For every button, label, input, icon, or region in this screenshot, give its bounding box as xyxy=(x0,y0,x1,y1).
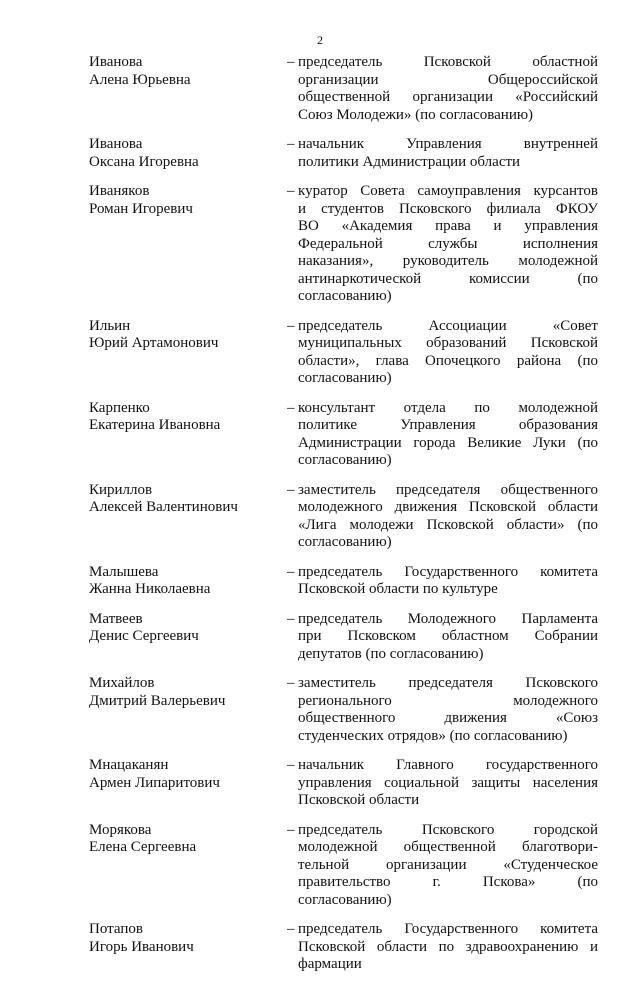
role-line: при Псковском областном Собрании xyxy=(298,628,598,644)
role-line: общественной организации «Российский xyxy=(298,89,598,105)
member-given-names: Алена Юрьевна xyxy=(89,71,191,88)
member-name xyxy=(89,136,279,171)
page-number: 2 xyxy=(317,33,323,47)
member-surname: Ильин xyxy=(89,317,131,334)
role-line: заместитель председателя общественного xyxy=(298,481,598,498)
member-entry xyxy=(0,400,640,470)
member-role xyxy=(298,611,598,664)
role-line: согласованию) xyxy=(298,534,392,550)
role-line: наказания», руководитель молодежной xyxy=(298,253,598,269)
dash-separator: – xyxy=(287,183,295,199)
member-name xyxy=(89,675,279,710)
member-given-names: Роман Игоревич xyxy=(89,200,193,217)
member-surname: Мнацаканян xyxy=(89,757,169,773)
member-given-names: Екатерина Ивановна xyxy=(89,417,221,433)
member-role xyxy=(298,54,598,124)
member-given-names: Жанна Николаевна xyxy=(89,581,211,597)
member-entry xyxy=(0,482,640,552)
role-line: Союз Молодежи» (по согласованию) xyxy=(298,106,534,123)
member-name xyxy=(89,822,279,857)
member-surname: Потапов xyxy=(89,921,143,937)
role-line: председатель Молодежного Парламента xyxy=(298,610,598,627)
role-line: и студентов Псковского филиала ФКОУ xyxy=(298,200,598,217)
role-line: Псковской области xyxy=(298,792,420,808)
role-line: согласованию) xyxy=(298,452,392,468)
role-line: Псковской области по здравоохранению и xyxy=(298,938,598,955)
role-line: тельной организации «Студенческое xyxy=(298,856,598,873)
member-name xyxy=(89,757,279,792)
member-entry xyxy=(0,921,640,974)
role-line: начальник Управления внутренней xyxy=(298,136,598,152)
member-given-names: Дмитрий Валерьевич xyxy=(89,692,226,709)
role-line: куратор Совета самоуправления курсантов xyxy=(298,183,598,199)
dash-separator: – xyxy=(287,136,295,152)
role-line: Псковской области по культуре xyxy=(298,581,498,597)
dash-separator: – xyxy=(287,921,295,937)
member-name xyxy=(89,482,279,517)
dash-separator: – xyxy=(287,54,295,70)
member-surname: Малышева xyxy=(89,563,159,580)
member-name xyxy=(89,400,279,435)
member-surname: Михайлов xyxy=(89,675,155,691)
member-surname: Морякова xyxy=(89,821,152,838)
member-surname: Кириллов xyxy=(89,481,153,498)
role-line: согласованию) xyxy=(298,370,392,386)
role-line: политики Администрации области xyxy=(298,153,521,170)
role-line: депутатов (по согласованию) xyxy=(298,645,484,662)
role-line: согласованию) xyxy=(298,288,392,304)
member-name xyxy=(89,183,279,218)
member-role xyxy=(298,136,598,171)
member-entry xyxy=(0,564,640,599)
role-line: студенческих отрядов» (по согласованию) xyxy=(298,727,568,744)
member-name xyxy=(89,921,279,956)
member-role xyxy=(298,921,598,974)
member-role xyxy=(298,482,598,552)
dash-separator: – xyxy=(287,481,295,498)
role-line: молодежного движения Псковской области xyxy=(298,499,598,515)
role-line: фармации xyxy=(298,956,362,972)
member-given-names: Денис Сергеевич xyxy=(89,628,199,644)
dash-separator: – xyxy=(287,675,295,691)
role-line: консультант отдела по молодежной xyxy=(298,399,598,416)
role-line: председатель Государственного комитета xyxy=(298,921,598,937)
dash-separator: – xyxy=(287,821,295,838)
member-surname: Иванова xyxy=(89,136,143,152)
member-name xyxy=(89,564,279,599)
role-line: организации Общероссийской xyxy=(298,71,598,88)
member-entry xyxy=(0,318,640,388)
role-line: председатель Псковской областной xyxy=(298,54,598,70)
role-line: Федеральной службы исполнения xyxy=(298,235,598,252)
member-given-names: Армен Липаритович xyxy=(89,774,220,791)
member-entry xyxy=(0,611,640,664)
role-line: согласованию) xyxy=(298,891,392,908)
role-line: ВО «Академия права и управления xyxy=(298,218,598,234)
member-entry xyxy=(0,675,640,745)
member-entry xyxy=(0,757,640,810)
member-role xyxy=(298,564,598,599)
member-role xyxy=(298,318,598,388)
member-role xyxy=(298,822,598,910)
role-line: регионального молодежного xyxy=(298,692,598,709)
member-given-names: Юрий Артамонович xyxy=(89,335,219,351)
dash-separator: – xyxy=(287,757,295,773)
role-line: области», глава Опочецкого района (по xyxy=(298,352,598,369)
member-surname: Матвеев xyxy=(89,610,143,627)
role-line: правительство г. Пскова» (по xyxy=(298,874,598,890)
role-line: антинаркотической комиссии (по xyxy=(298,270,598,287)
role-line: политике Управления образования xyxy=(298,417,598,433)
member-given-names: Алексей Валентинович xyxy=(89,499,238,515)
member-surname: Иваняков xyxy=(89,183,150,199)
role-line: председатель Ассоциации «Совет xyxy=(298,317,598,334)
role-line: «Лига молодежи Псковской области» (по xyxy=(298,516,598,533)
dash-separator: – xyxy=(287,399,295,416)
member-name xyxy=(89,611,279,646)
member-given-names: Елена Сергеевна xyxy=(89,839,197,855)
role-line: Администрации города Великие Луки (по xyxy=(298,434,598,451)
member-surname: Карпенко xyxy=(89,399,150,416)
member-role xyxy=(298,400,598,470)
member-entry xyxy=(0,183,640,306)
dash-separator: – xyxy=(287,563,295,580)
member-role xyxy=(298,183,598,306)
member-name xyxy=(89,318,279,353)
role-line: общественного движения «Союз xyxy=(298,710,598,726)
role-line: управления социальной защиты населения xyxy=(298,774,598,791)
member-entry xyxy=(0,136,640,171)
member-entry xyxy=(0,54,640,124)
role-line: молодежной общественной благотвори- xyxy=(298,839,598,855)
member-role xyxy=(298,675,598,745)
role-line: заместитель председателя Псковского xyxy=(298,675,598,691)
member-given-names: Игорь Иванович xyxy=(89,938,194,955)
member-name xyxy=(89,54,279,89)
member-surname: Иванова xyxy=(89,54,143,70)
dash-separator: – xyxy=(287,610,295,627)
member-list xyxy=(0,54,640,986)
dash-separator: – xyxy=(287,317,295,334)
role-line: муниципальных образований Псковской xyxy=(298,335,598,351)
role-line: начальник Главного государственного xyxy=(298,757,598,773)
member-given-names: Оксана Игоревна xyxy=(89,153,199,170)
role-line: председатель Псковского городской xyxy=(298,821,598,838)
member-role xyxy=(298,757,598,810)
member-entry xyxy=(0,822,640,910)
role-line: председатель Государственного комитета xyxy=(298,563,598,580)
